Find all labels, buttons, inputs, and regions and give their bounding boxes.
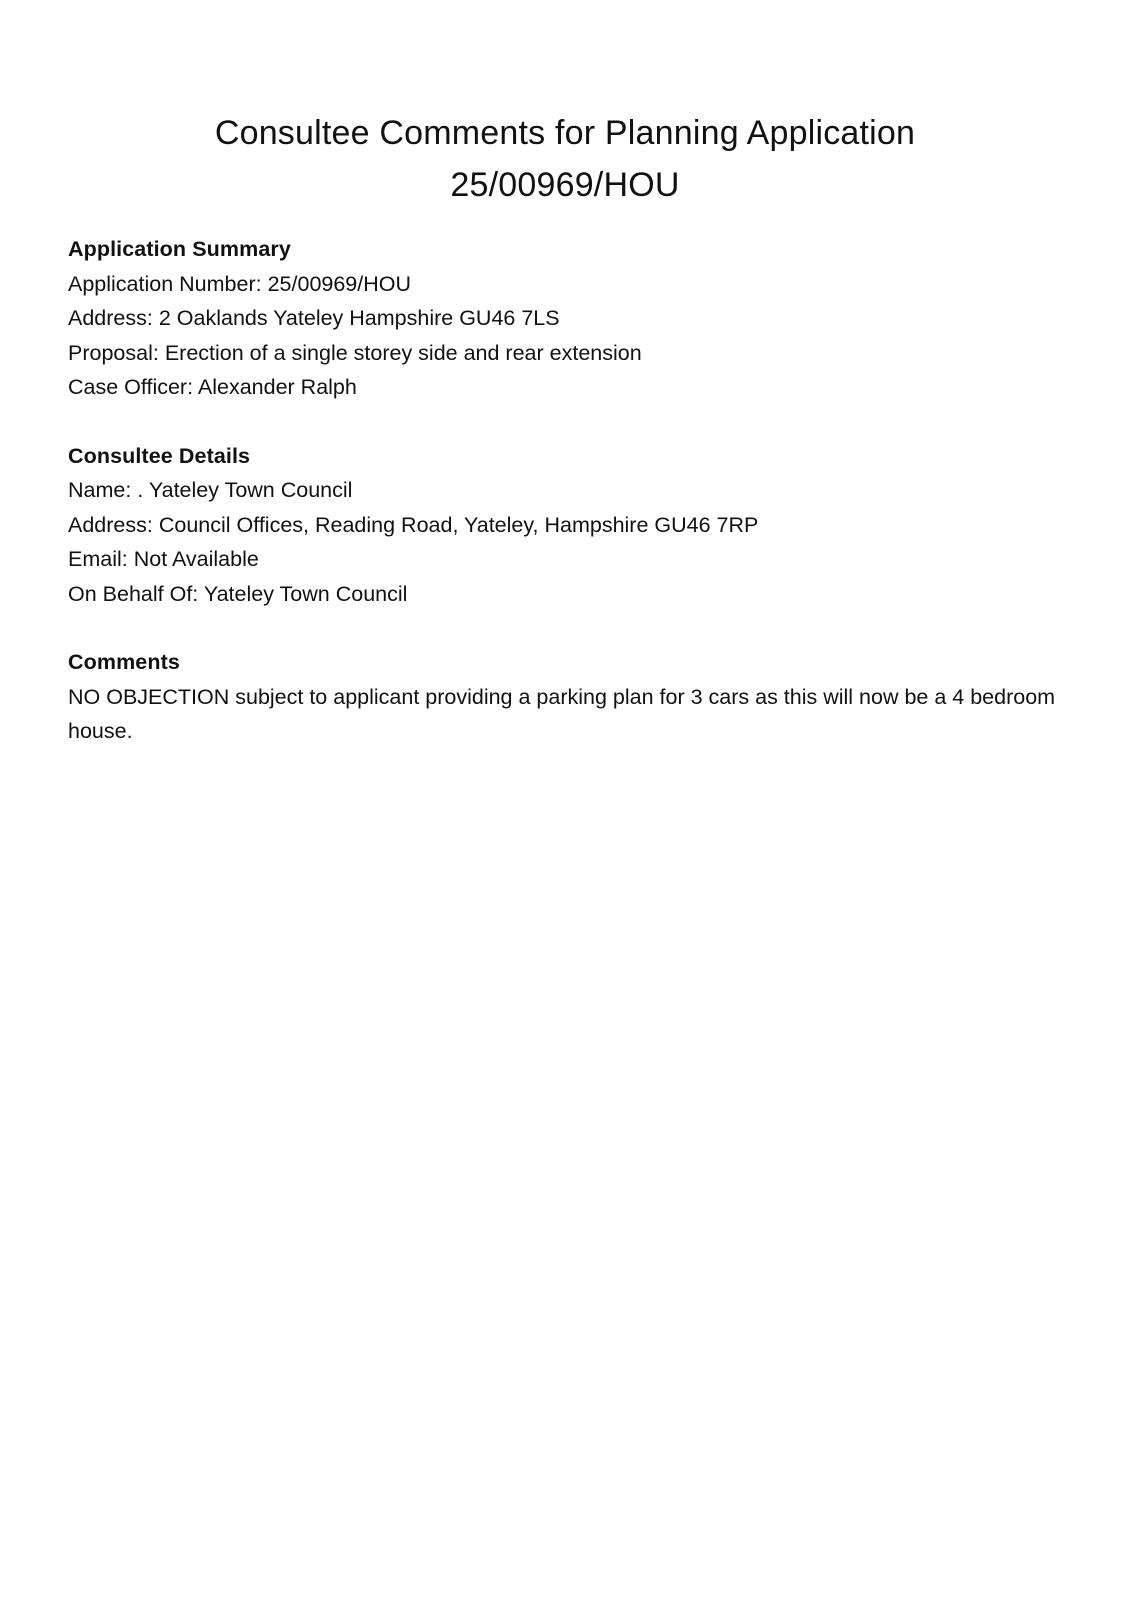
application-summary-section [68,232,1058,405]
application-address-label: Address: [68,306,153,330]
case-officer-value: Alexander Ralph [197,375,357,399]
consultee-address-value: Council Offices, Reading Road, Yateley, Hampshire GU46 7RP [158,512,759,537]
application-number-label: Application Number: [68,271,262,296]
application-number-row [68,267,1058,302]
consultee-name-value: . Yateley Town Council [137,478,353,502]
on-behalf-of-label: On Behalf Of: [68,581,199,606]
case-officer-label: Case Officer: [68,375,194,399]
consultee-address-row [68,508,1058,543]
on-behalf-of-value: Yateley Town Council [203,581,408,606]
consultee-email-label: Email: [68,547,128,571]
proposal-value: Erection of a single storey side and rear extension [164,340,642,365]
proposal-row [68,336,1058,371]
application-address-value: 2 Oaklands Yateley Hampshire GU46 7LS [158,306,560,330]
document-content [68,232,1058,783]
consultee-address-label: Address: [68,512,153,537]
consultee-name-label: Name: [68,478,132,502]
proposal-label: Proposal: [68,340,159,365]
application-summary-heading: Application Summary [68,237,291,261]
page-title [0,107,1130,211]
application-number-value: 25/00969/HOU [267,271,412,296]
consultee-email-row [68,542,1058,577]
consultee-name-row [68,473,1058,508]
consultee-details-section [68,439,1058,612]
comment-text: NO OBJECTION subject to applicant providing a parking plan for 3 cars as this will now be a 4 bedroom house. [68,684,1056,743]
comments-heading: Comments [68,650,180,674]
consultee-email-value: Not Available [133,547,259,571]
consultee-details-heading: Consultee Details [68,443,251,468]
comments-section [68,645,1058,749]
page-title-line-1: Consultee Comments for Planning Application [214,113,916,152]
application-address-row [68,301,1058,336]
case-officer-row [68,370,1058,405]
page-title-line-2: 25/00969/HOU [450,165,680,204]
on-behalf-of-row [68,577,1058,612]
